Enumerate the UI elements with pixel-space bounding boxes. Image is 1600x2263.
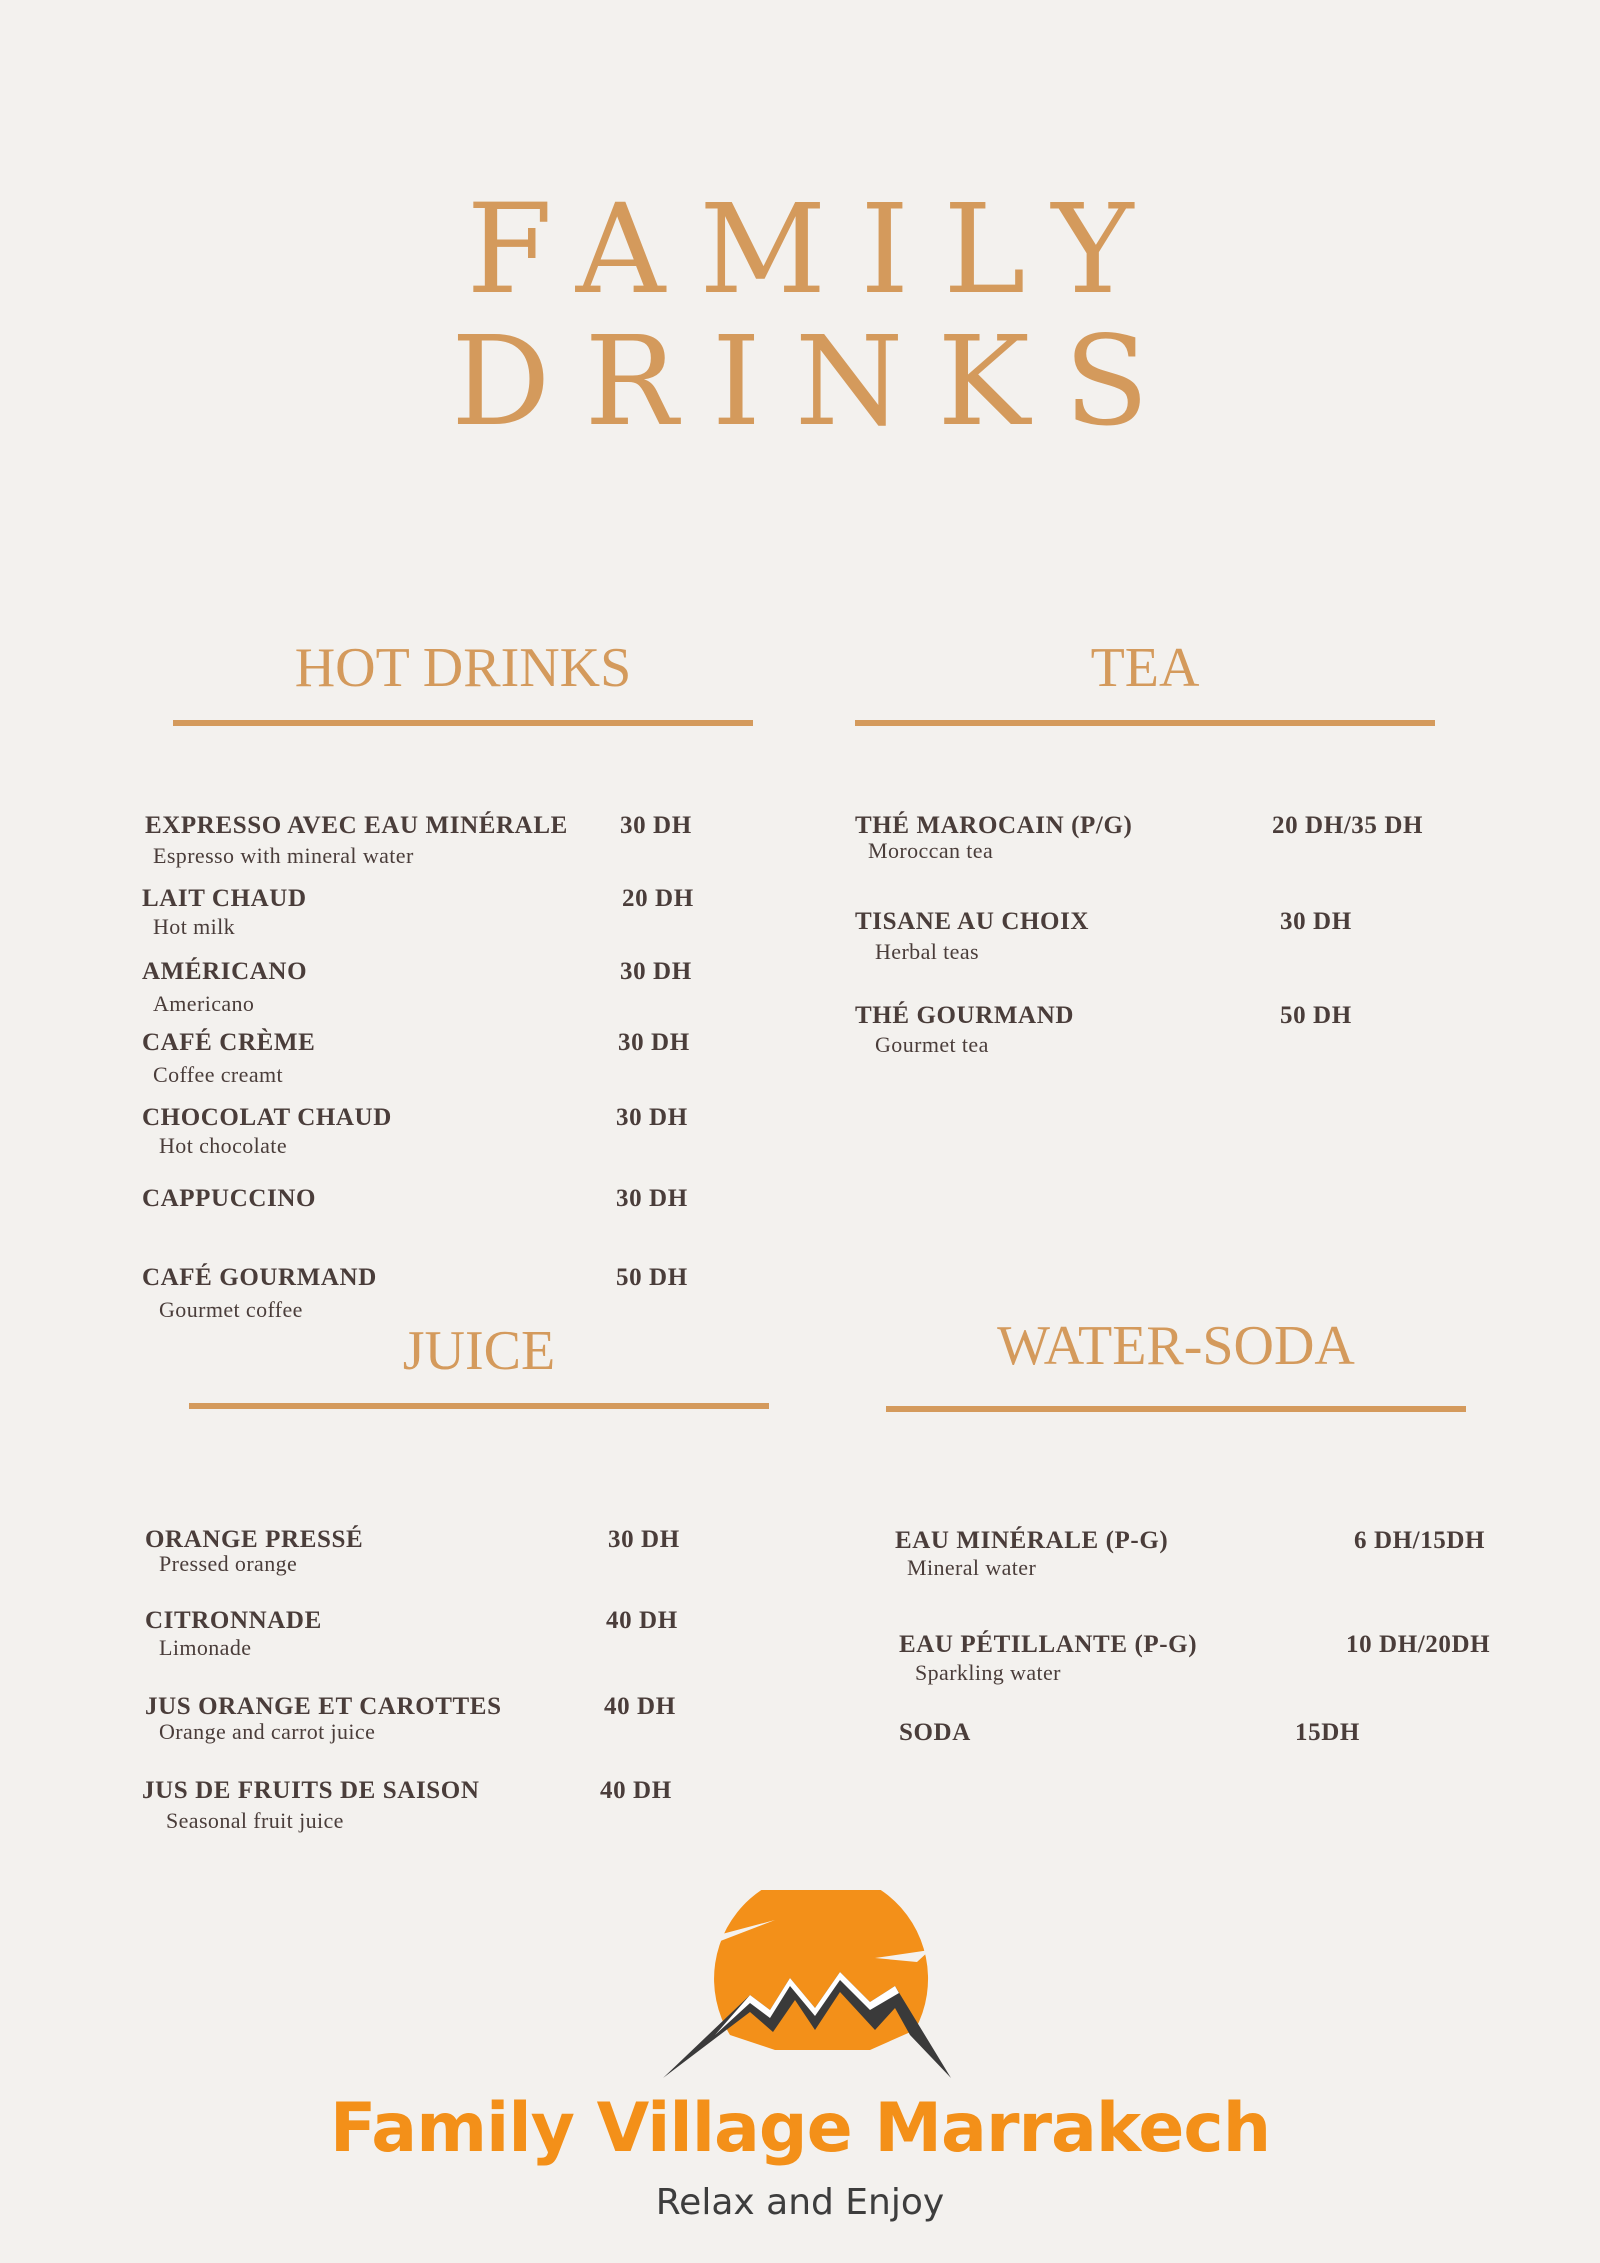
item-name: LAIT CHAUD [142,885,307,912]
item-price: 20 DH/35 DH [1272,812,1424,839]
item-name: ORANGE PRESSÉ [145,1526,364,1553]
item-name: EXPRESSO AVEC EAU MINÉRALE [145,812,568,839]
item-price: 40 DH [600,1777,672,1804]
item-name: CITRONNADE [145,1607,322,1634]
item-description: Orange and carrot juice [159,1719,376,1744]
item-description: Seasonal fruit juice [166,1808,344,1833]
item-description: Hot milk [153,914,236,939]
item-description: Coffee creamt [153,1062,284,1087]
item-price: 50 DH [1280,1002,1352,1029]
item-name: CAPPUCCINO [142,1185,317,1212]
section-divider [855,720,1435,726]
brand-tagline: Relax and Enjoy [655,2182,945,2223]
section-divider [173,720,753,726]
item-price: 30 DH [620,958,692,985]
item-price: 40 DH [604,1693,676,1720]
brand-name: Family Village Marrakech [329,2089,1271,2168]
section-divider [886,1406,1466,1412]
page-title-line-2: DRINKS [451,310,1183,454]
item-price: 30 DH [616,1104,688,1131]
section-title: JUICE [402,1320,556,1382]
item-price: 15DH [1295,1719,1360,1746]
item-name: CAFÉ GOURMAND [142,1264,377,1291]
item-name: SODA [899,1719,971,1746]
item-price: 30 DH [1280,908,1352,935]
item-name: CAFÉ CRÈME [142,1029,316,1056]
section-divider [189,1403,769,1409]
item-name: AMÉRICANO [142,958,308,985]
item-price: 6 DH/15DH [1354,1527,1486,1554]
item-name: JUS ORANGE ET CAROTTES [145,1693,502,1720]
item-price: 40 DH [606,1607,678,1634]
item-price: 30 DH [618,1029,690,1056]
item-description: Moroccan tea [868,838,994,863]
item-price: 30 DH [608,1526,680,1553]
item-description: Gourmet coffee [159,1297,303,1322]
item-name: CHOCOLAT CHAUD [142,1104,392,1131]
item-price: 30 DH [620,812,692,839]
item-price: 50 DH [616,1264,688,1291]
item-description: Hot chocolate [159,1133,287,1158]
section-title: HOT DRINKS [294,637,632,699]
item-description: Espresso with mineral water [153,843,414,868]
item-name: JUS DE FRUITS DE SAISON [142,1777,480,1804]
section-title: WATER-SODA [997,1315,1355,1377]
item-name: TISANE AU CHOIX [855,908,1090,935]
section-title: TEA [1090,637,1200,699]
item-name: THÉ GOURMAND [855,1002,1075,1029]
item-description: Mineral water [907,1555,1037,1580]
item-name: EAU MINÉRALE (P-G) [895,1527,1169,1554]
item-name: EAU PÉTILLANTE (P-G) [899,1631,1198,1658]
item-description: Americano [153,991,255,1016]
item-price: 10 DH/20DH [1346,1631,1491,1658]
page-title-line-1: FAMILY [466,178,1168,322]
item-description: Gourmet tea [875,1032,989,1057]
item-price: 20 DH [622,885,694,912]
item-description: Limonade [159,1635,252,1660]
item-name: THÉ MAROCAIN (P/G) [855,812,1133,839]
item-description: Sparkling water [915,1660,1061,1685]
item-description: Herbal teas [875,939,979,964]
sun-mountain-logo-icon [655,1890,955,2090]
item-description: Pressed orange [159,1551,298,1576]
item-price: 30 DH [616,1185,688,1212]
